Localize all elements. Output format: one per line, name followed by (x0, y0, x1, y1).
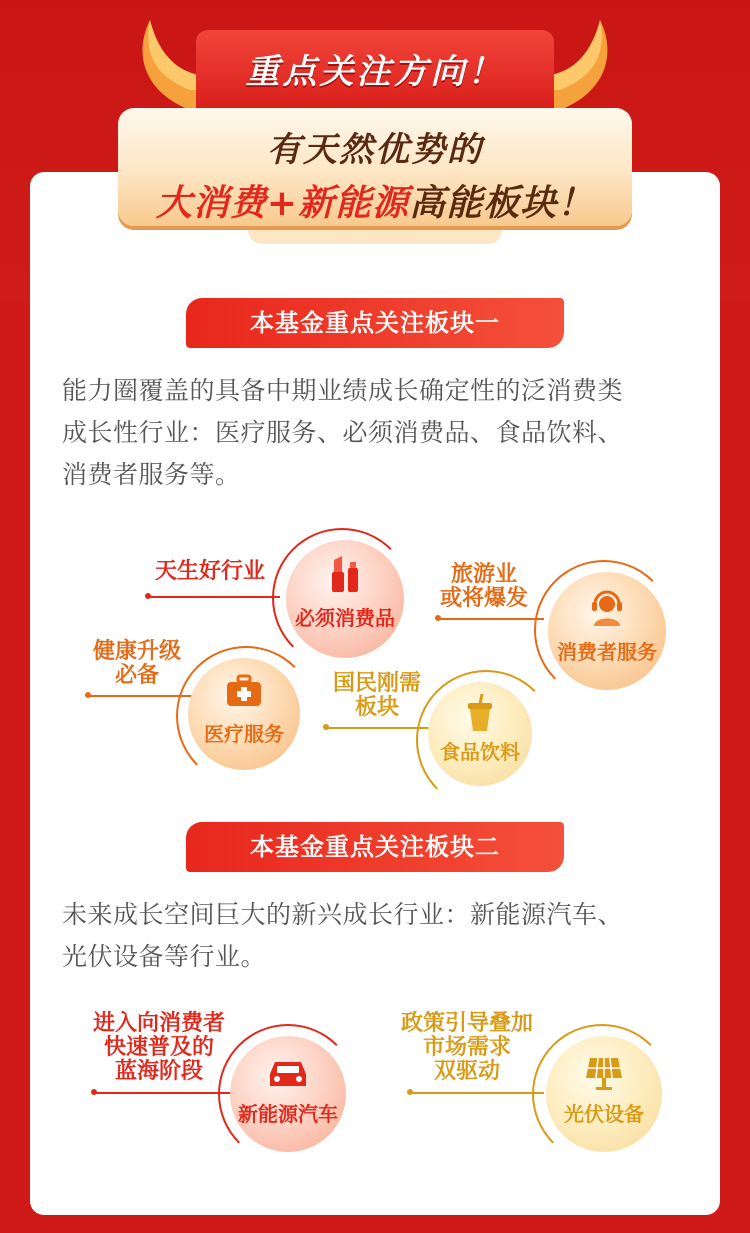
customer-service-icon (589, 590, 625, 626)
tag-dot (91, 1089, 97, 1095)
tag-line3: 蓝海阶段 (114, 1059, 203, 1084)
lipstick-icon (328, 554, 362, 594)
bubble-label: 光伏设备 (564, 1102, 644, 1126)
tag-line1: 旅游业 (450, 562, 517, 587)
tag-line1: 国民刚需 (332, 671, 421, 696)
tag-line (94, 1092, 236, 1094)
tag-line (88, 695, 192, 697)
tag-dot (145, 593, 151, 599)
bubble-food-beverage (428, 682, 532, 786)
tag-dot (85, 692, 91, 698)
title-plate (118, 108, 632, 226)
section2-paragraph (62, 894, 702, 978)
tag-dot (407, 1089, 413, 1095)
header-line2-red: 大消费+新能源 (155, 183, 410, 224)
bubble-solar-equipment (546, 1036, 662, 1152)
tag-line (148, 596, 280, 598)
section1-paragraph-line2: 成长性行业：医疗服务、必须消费品、食品饮料、 (62, 418, 624, 447)
tag-line1: 政策引导叠加 (400, 1011, 533, 1036)
tag-line2: 市场需求 (422, 1035, 511, 1060)
bubble-label: 必须消费品 (295, 606, 395, 630)
tag-line1: 健康升级 (92, 639, 181, 664)
tag-blue-ocean (82, 1012, 236, 1084)
tag-line (326, 727, 430, 729)
tag-line2: 板块 (354, 695, 399, 720)
tag-tourism (424, 563, 544, 611)
tag-line (410, 1092, 544, 1094)
section1-title: 本基金重点关注板块一 (186, 298, 564, 348)
bubble-label: 消费者服务 (557, 640, 657, 664)
header-line1: 有天然优势的 (267, 130, 483, 170)
tag-line2: 快速普及的 (103, 1035, 214, 1060)
bubble-new-energy-vehicle (230, 1036, 346, 1152)
bubble-medical-services (188, 658, 300, 770)
tag-line3: 双驱动 (433, 1059, 500, 1084)
bubble-label: 医疗服务 (204, 722, 284, 746)
medical-kit-icon (225, 674, 263, 708)
tag-good-industry: 天生好行业 (154, 559, 265, 584)
bubble-label: 食品饮料 (440, 740, 520, 764)
tag-dot (323, 724, 329, 730)
tag-line2: 必备 (114, 663, 159, 688)
section1-paragraph-line1: 能力圈覆盖的具备中期业绩成长确定性的泛消费类 (62, 376, 624, 405)
section2-paragraph-line2: 光伏设备等行业。 (62, 942, 267, 971)
car-icon (267, 1058, 309, 1090)
bubble-consumer-staples (286, 540, 404, 658)
drink-cup-icon (465, 694, 495, 732)
header-line2 (118, 175, 632, 226)
tag-line (438, 618, 544, 620)
bubble-label: 新能源汽车 (238, 1102, 338, 1126)
tag-health-upgrade (82, 640, 192, 688)
section1-paragraph-line3: 消费者服务等。 (62, 460, 241, 489)
tag-policy-driven (390, 1012, 544, 1084)
bubble-consumer-services (548, 572, 666, 690)
section1-paragraph (62, 370, 702, 496)
tag-dot (435, 615, 441, 621)
tag-line1: 进入向消费者 (92, 1011, 225, 1036)
section2-title: 本基金重点关注板块二 (186, 822, 564, 872)
header-line2-dark: 高能板块！ (409, 183, 595, 224)
section2-paragraph-line1: 未来成长空间巨大的新兴成长行业：新能源汽车、 (62, 900, 624, 929)
header-top-title-text: 重点关注方向！ (245, 52, 505, 92)
solar-panel-icon (584, 1056, 624, 1092)
tag-national-need (322, 672, 432, 720)
header-top-title (196, 30, 554, 110)
tag-line2: 或将爆发 (439, 586, 528, 611)
